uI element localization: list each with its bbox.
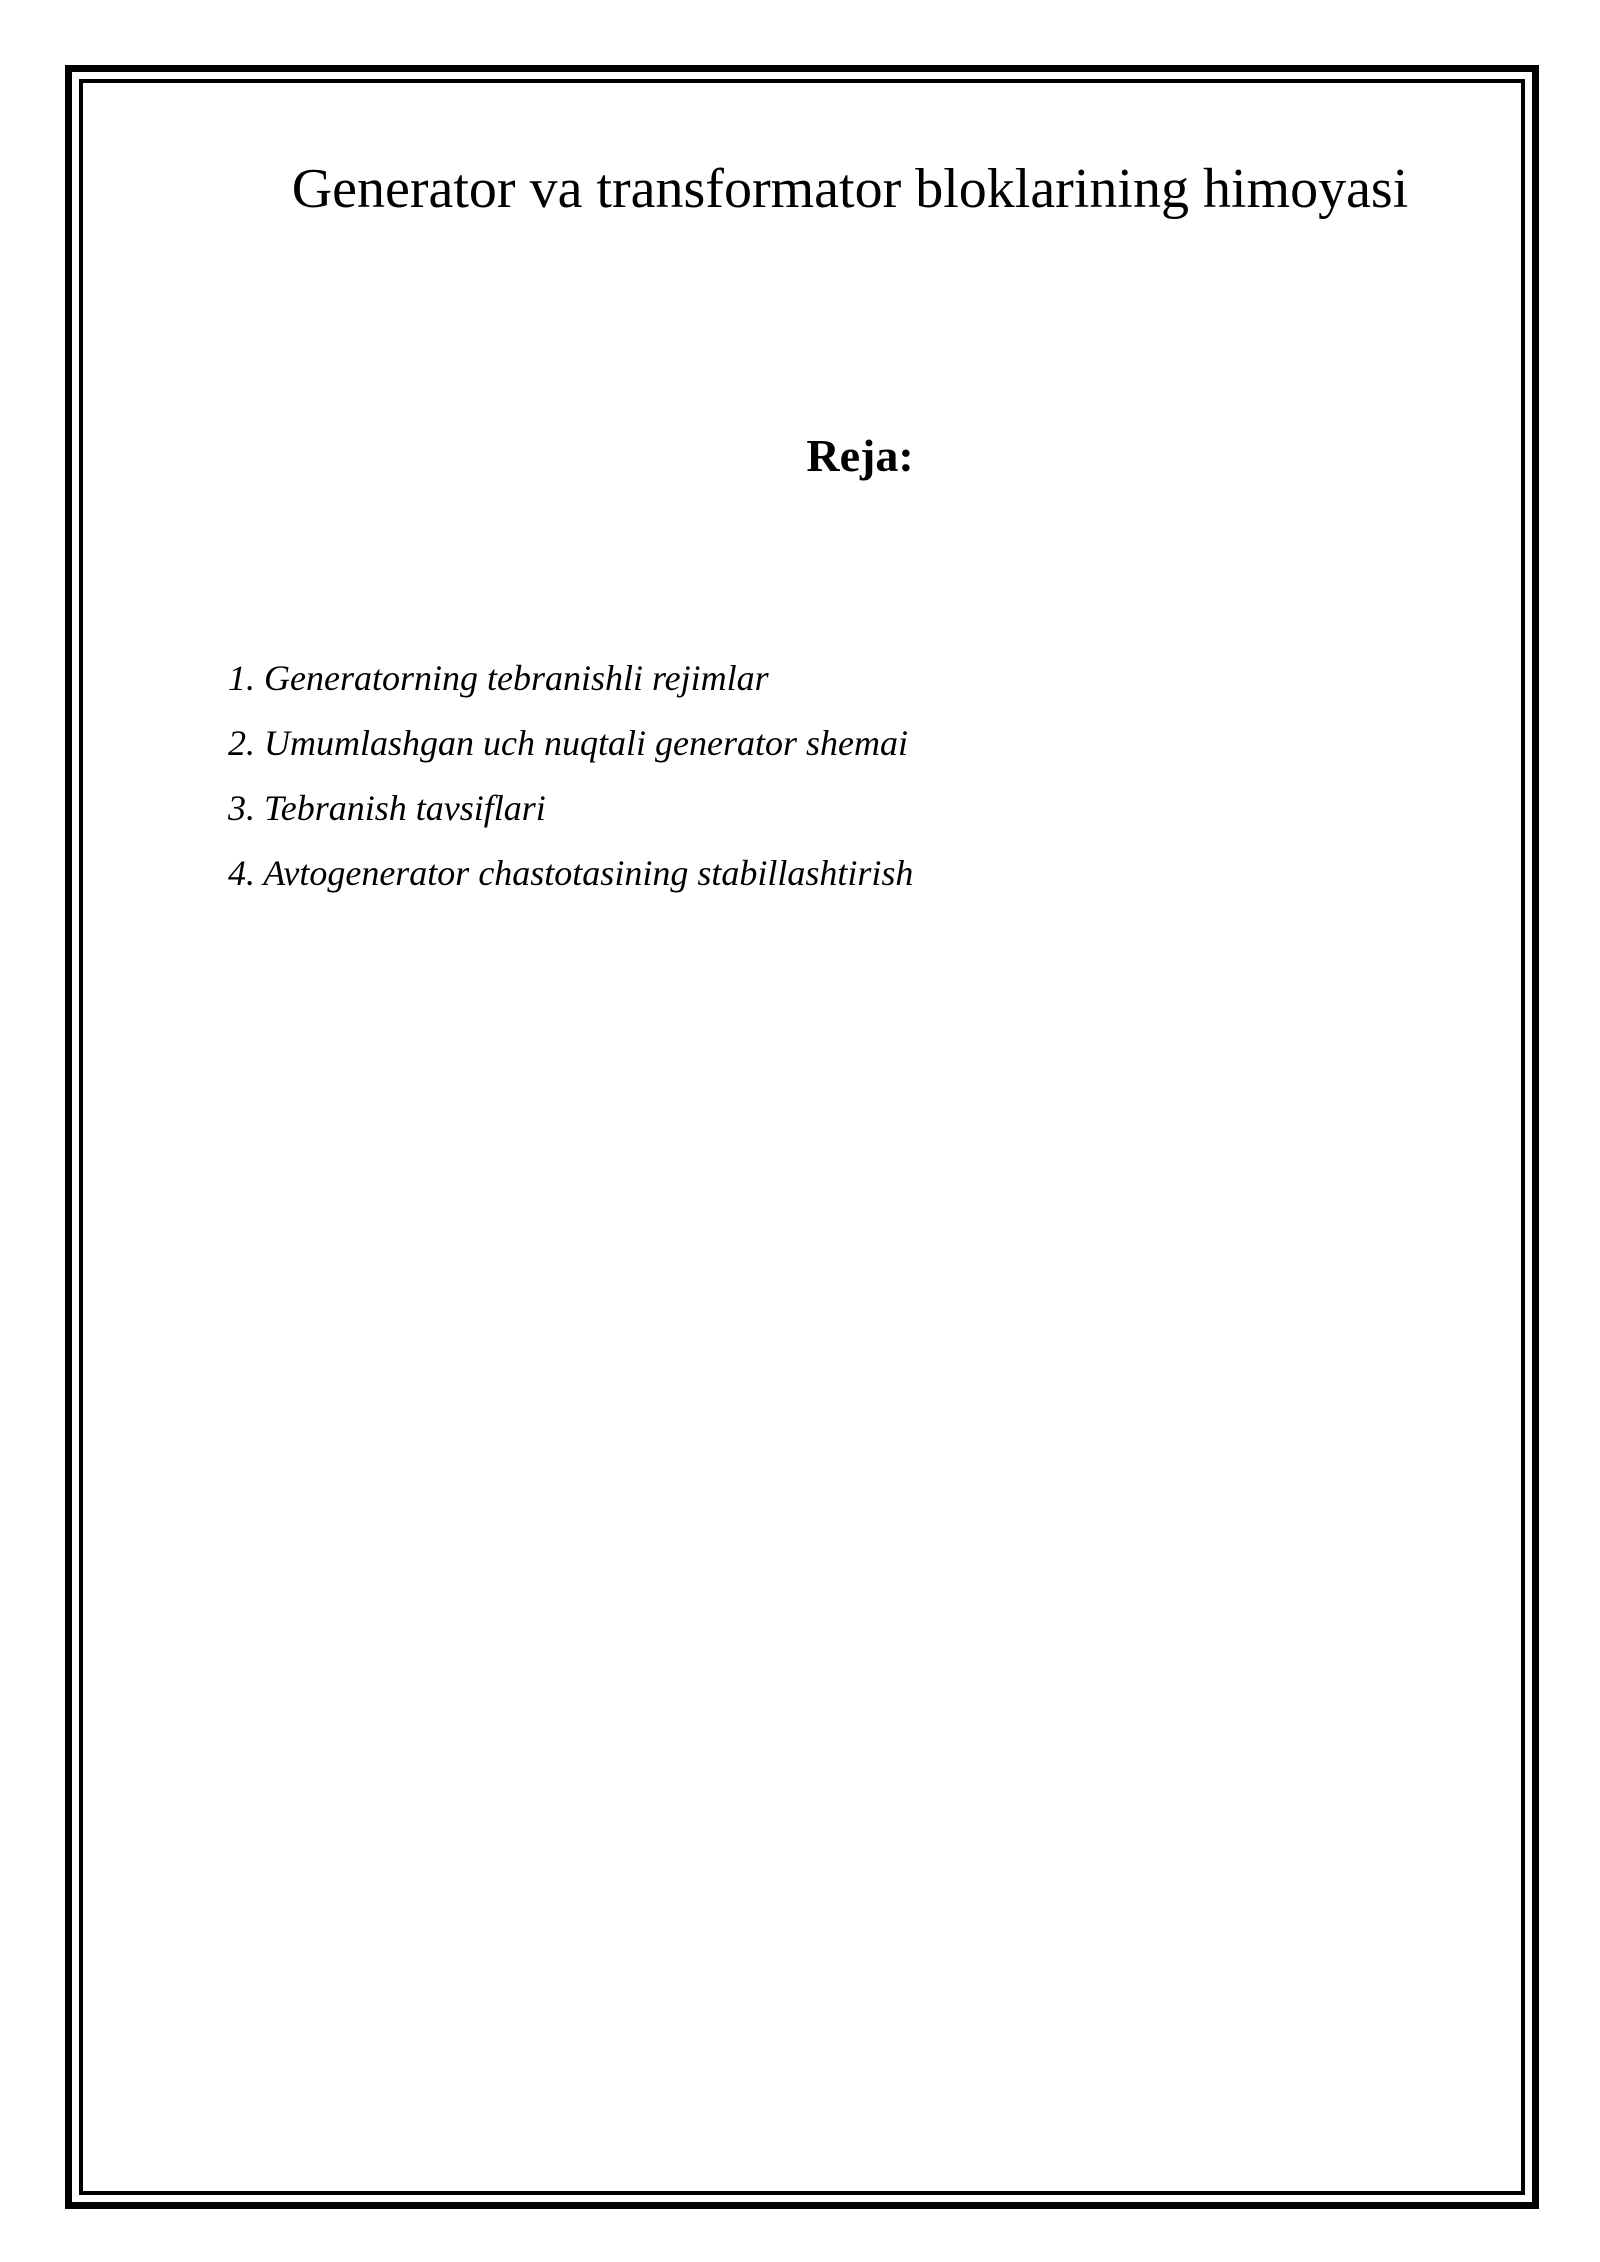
document-title: Generator va transformator bloklarining himoyasi <box>291 158 1409 220</box>
plan-item: 4. Avtogenerator chastotasining stabillashtirish <box>228 853 914 893</box>
page-border-inner <box>79 79 1525 2195</box>
plan-list <box>228 646 913 906</box>
plan-item: 2. Umumlashgan uch nuqtali generator shemai <box>228 723 908 763</box>
plan-item: 3. Tebranish tavsiflari <box>228 788 546 828</box>
plan-heading: Reja: <box>806 430 914 481</box>
plan-item: 1. Generatorning tebranishli rejimlar <box>228 658 769 698</box>
